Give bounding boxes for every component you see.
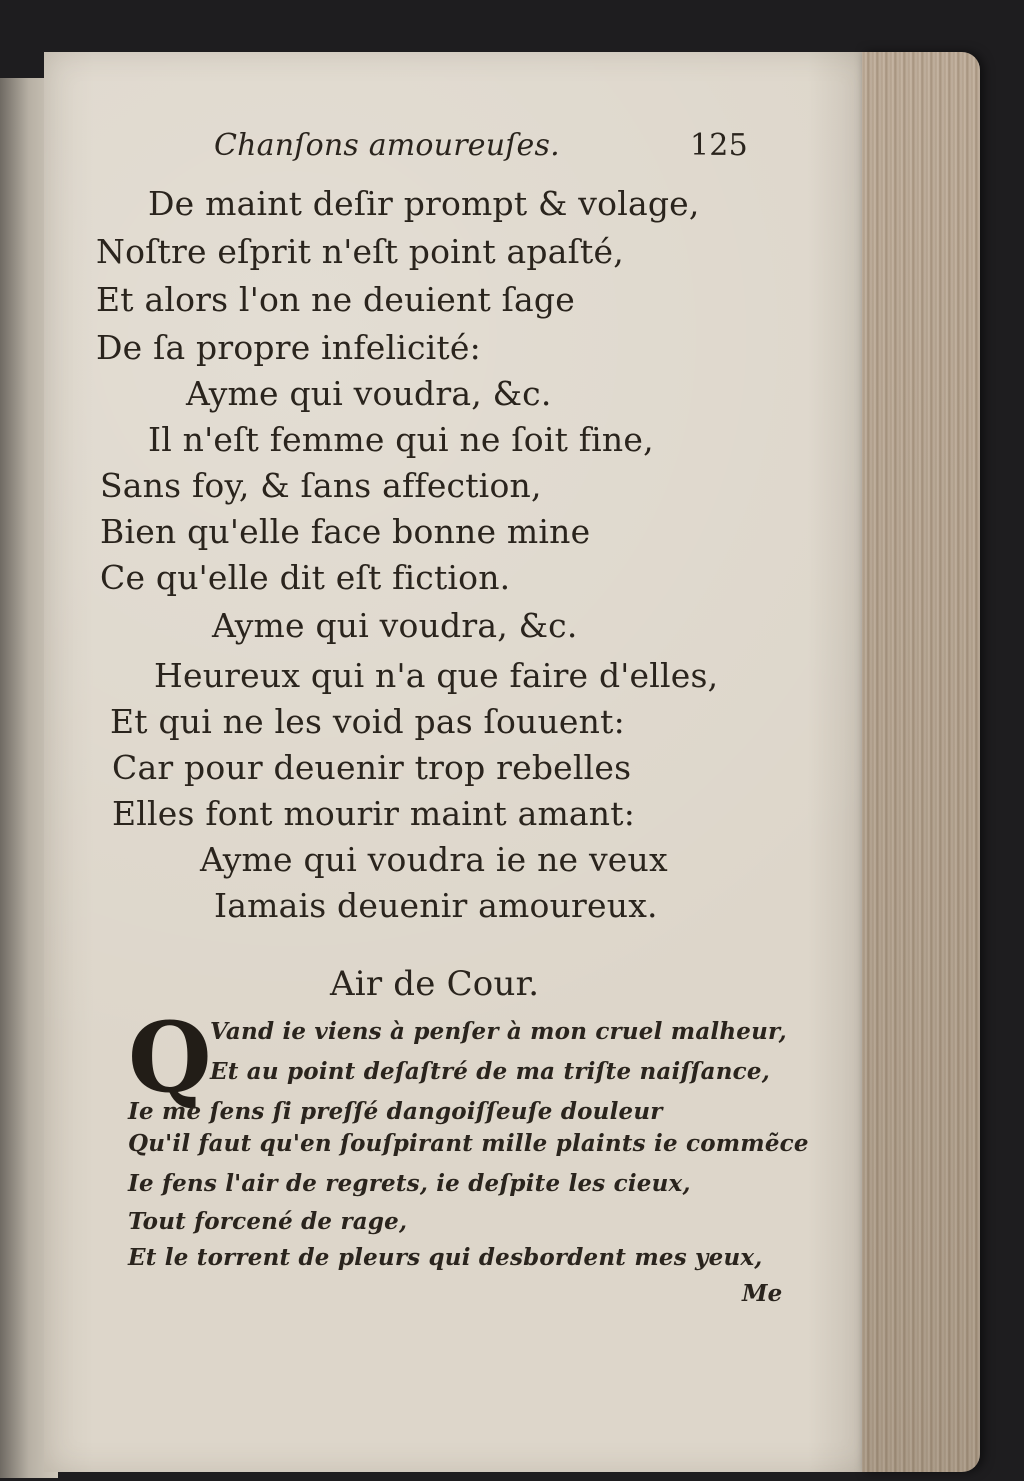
drop-cap-initial: Q <box>128 1001 212 1114</box>
page-block-edges <box>862 52 980 1472</box>
refrain-line: Ayme qui voudra, &c. <box>186 374 552 413</box>
verse-line: Elles font mourir maint amant: <box>112 794 636 833</box>
verse-line: Et alors l'on ne deuient ſage <box>96 280 575 319</box>
verse-line: De ſa propre infelicité: <box>96 328 481 367</box>
refrain-line: Iamais deuenir amoureux. <box>214 886 658 925</box>
verse-line: De maint deſir prompt & volage, <box>148 184 700 223</box>
refrain-line: Ayme qui voudra ie ne veux <box>200 840 668 879</box>
verse-line: Noſtre eſprit n'eſt point apaſté, <box>96 232 624 271</box>
verse-line: Ie fens l'air de regrets, ie deſpite les cieux, <box>128 1170 691 1197</box>
verse-line: Vand ie viens à penſer à mon cruel malheur, <box>210 1018 787 1045</box>
verse-line: Et au point deſaſtré de ma triſte naiſſance, <box>210 1058 770 1085</box>
page-number: 125 <box>690 128 748 163</box>
running-title: Chanſons amoureuſes. <box>214 128 560 163</box>
verse-line: Heureux qui n'a que faire d'elles, <box>154 656 719 695</box>
catchword: Me <box>742 1280 783 1307</box>
refrain-line: Ayme qui voudra, &c. <box>212 606 578 645</box>
verse-line: Sans foy, & ſans affection, <box>100 466 542 505</box>
verse-line: Ie me ſens ſi preſſé dangoiſſeuſe douleur <box>128 1098 663 1125</box>
verse-line: Et qui ne les void pas ſouuent: <box>110 702 625 741</box>
verse-line: Et le torrent de pleurs qui desbordent mes yeux, <box>128 1244 763 1271</box>
verse-line: Ce qu'elle dit eſt fiction. <box>100 558 511 597</box>
verse-line: Tout forcené de rage, <box>128 1208 408 1235</box>
verse-line: Qu'il faut qu'en ſouſpirant mille plaints ie commẽce <box>128 1130 809 1157</box>
section-title: Air de Cour. <box>330 964 540 1004</box>
verse-line: Car pour deuenir trop rebelles <box>112 748 632 787</box>
verse-line: Bien qu'elle face bonne mine <box>100 512 591 551</box>
verse-line: Il n'eſt femme qui ne ſoit fine, <box>148 420 654 459</box>
